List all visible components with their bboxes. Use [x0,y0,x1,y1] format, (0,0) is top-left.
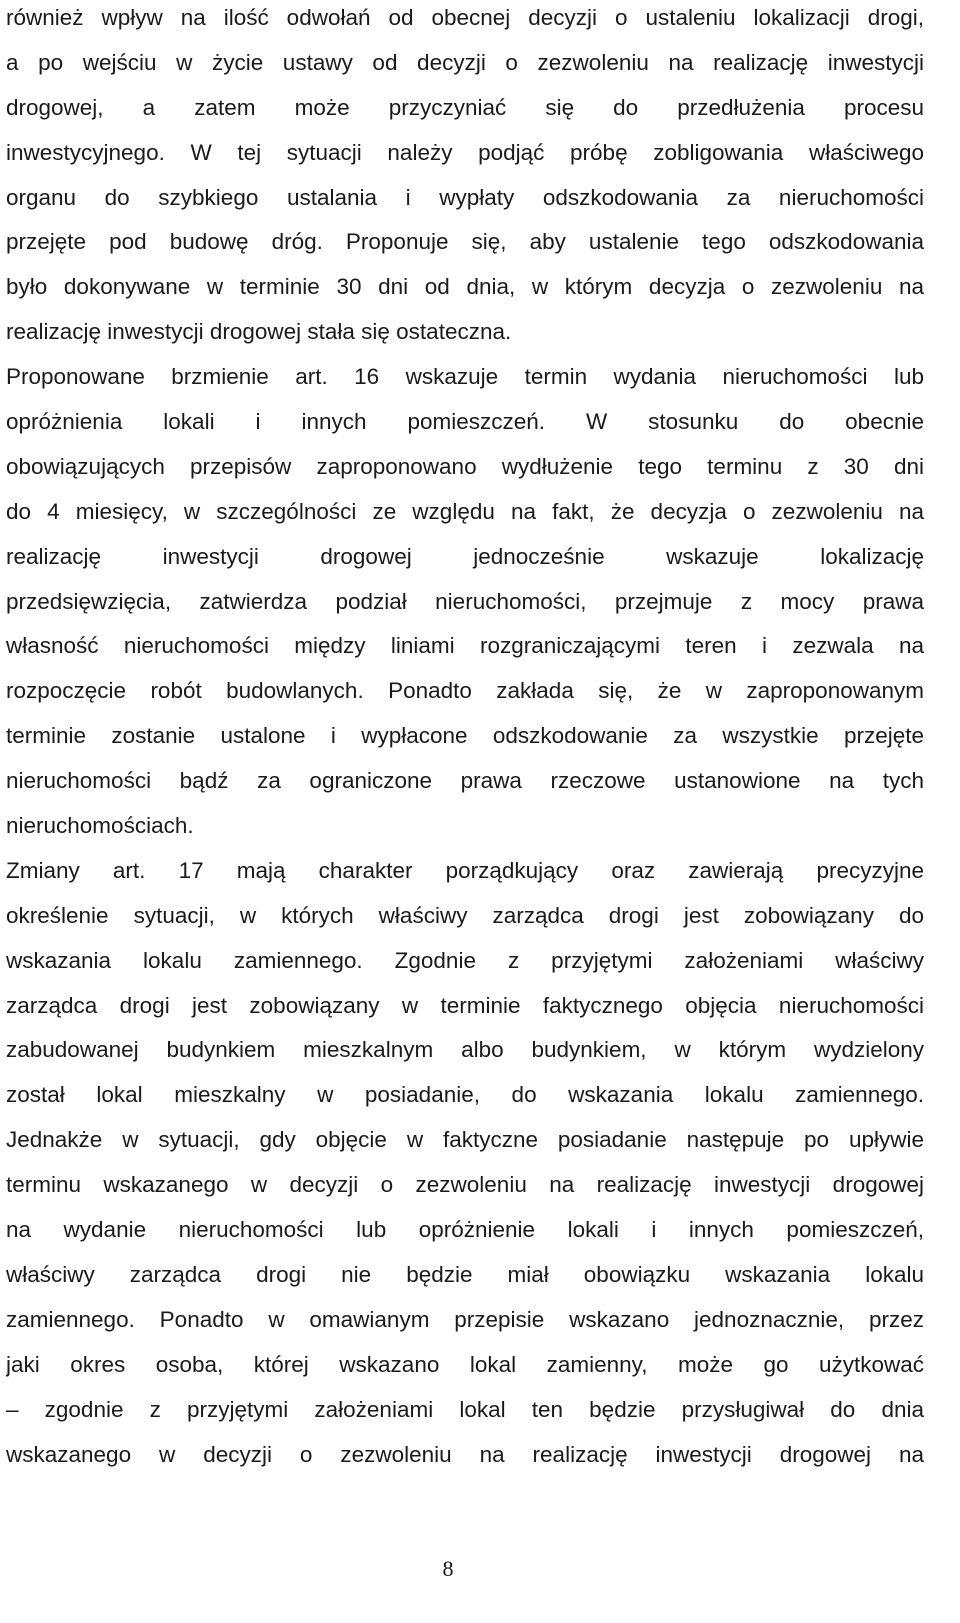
text-line: było dokonywane w terminie 30 dni od dnia, w którym decyzja o zezwoleniu na [6,274,924,300]
text-line: wskazanego w decyzji o zezwoleniu na realizację inwestycji drogowej na [6,1441,924,1467]
text-line: drogowej, a zatem może przyczyniać się do przedłużenia procesu [6,94,924,120]
text-line: terminu wskazanego w decyzji o zezwoleniu na realizację inwestycji drogowej [6,1172,924,1198]
text-line: organu do szybkiego ustalania i wypłaty odszkodowania za nieruchomości [6,184,924,210]
text-line: jaki okres osoba, której wskazano lokal zamienny, może go użytkować [6,1351,924,1377]
text-line: – zgodnie z przyjętymi założeniami lokal ten będzie przysługiwał do dnia [6,1396,924,1422]
text-line: Zmiany art. 17 mają charakter porządkujący oraz zawierają precyzyjne [6,857,924,883]
text-line: na wydanie nieruchomości lub opróżnienie lokali i innych pomieszczeń, [6,1217,924,1243]
text-line: własność nieruchomości między liniami rozgraniczającymi teren i zezwala na [6,633,924,659]
page-number: 8 [442,1556,454,1581]
text-line: właściwy zarządca drogi nie będzie miał obowiązku wskazania lokalu [6,1261,924,1287]
text-line: Jednakże w sytuacji, gdy objęcie w faktyczne posiadanie następuje po upływie [6,1127,924,1153]
text-line: został lokal mieszkalny w posiadanie, do wskazania lokalu zamiennego. [6,1082,924,1108]
text-line: a po wejściu w życie ustawy od decyzji o zezwoleniu na realizację inwestycji [6,49,924,75]
text-line: terminie zostanie ustalone i wypłacone odszkodowanie za wszystkie przejęte [6,723,924,749]
text-line: realizację inwestycji drogowej stała się ostateczna. [6,319,512,345]
text-line: również wpływ na ilość odwołań od obecnej decyzji o ustaleniu lokalizacji drogi, [6,5,924,30]
text-line: zabudowanej budynkiem mieszkalnym albo budynkiem, w którym wydzielony [6,1037,924,1063]
text-line: opróżnienia lokali i innych pomieszczeń. W stosunku do obecnie [6,409,924,435]
text-line: Proponowane brzmienie art. 16 wskazuje termin wydania nieruchomości lub [6,364,924,390]
text-line: realizację inwestycji drogowej jednocześnie wskazuje lokalizację [6,543,924,569]
text-line: przejęte pod budowę dróg. Proponuje się, aby ustalenie tego odszkodowania [6,229,924,255]
text-line: zamiennego. Ponadto w omawianym przepisie wskazano jednoznacznie, przez [6,1306,924,1332]
text-line: do 4 miesięcy, w szczególności ze względu na fakt, że decyzja o zezwoleniu na [6,498,924,524]
text-line: nieruchomości bądź za ograniczone prawa rzeczowe ustanowione na tych [6,768,924,794]
text-line: nieruchomościach. [6,813,194,839]
text-line: zarządca drogi jest zobowiązany w terminie faktycznego objęcia nieruchomości [6,992,924,1018]
text-line: wskazania lokalu zamiennego. Zgodnie z przyjętymi założeniami właściwy [6,947,924,973]
body-text [6,0,924,1481]
text-line: inwestycyjnego. W tej sytuacji należy podjąć próbę zobligowania właściwego [6,139,924,165]
text-line: przedsięwzięcia, zatwierdza podział nieruchomości, przejmuje z mocy prawa [6,588,924,614]
text-line: obowiązujących przepisów zaproponowano wydłużenie tego terminu z 30 dni [6,453,924,479]
text-line: rozpoczęcie robót budowlanych. Ponadto zakłada się, że w zaproponowanym [6,678,924,704]
text-line: określenie sytuacji, w których właściwy zarządca drogi jest zobowiązany do [6,902,924,928]
